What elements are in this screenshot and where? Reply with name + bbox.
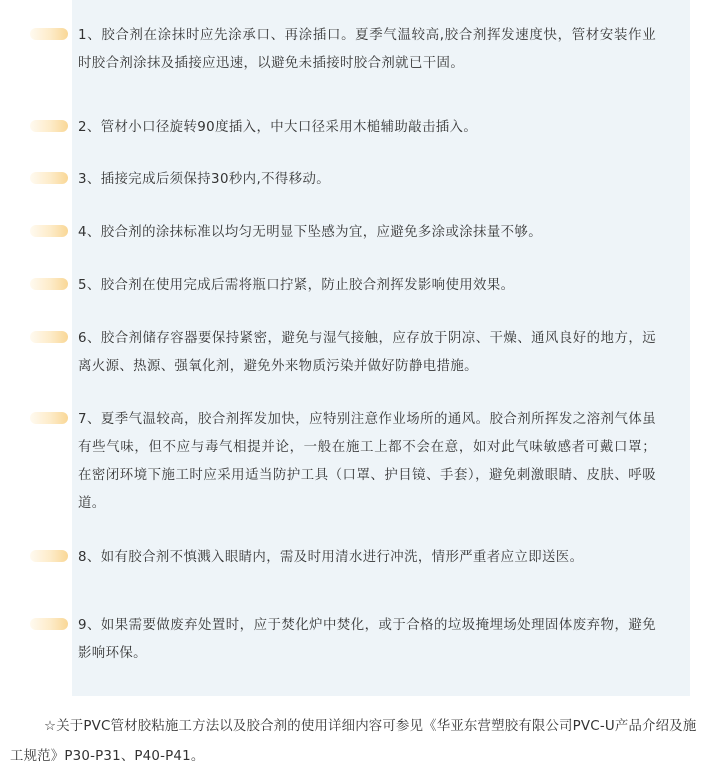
item-text: 1、胶合剂在涂抹时应先涂承口、再涂插口。夏季气温较高,胶合剂挥发速度快，管材安装作业时胶合剂涂抹及插接应迅速，以避免未插接时胶合剂就已干固。 [78, 28, 656, 71]
footer-text: ☆关于PVC管材胶粘施工方法以及胶合剂的使用详细内容可参见《华亚东营塑胶有限公司PVC-U产品介绍及施工规范》P30-P31、P40-P41。 [10, 719, 697, 764]
item-text: 3、插接完成后须保持30秒内,不得移动。 [78, 172, 331, 187]
item-text: 4、胶合剂的涂抹标准以均匀无明显下坠感为宜，应避免多涂或涂抹量不够。 [78, 225, 543, 240]
item-marker-highlight [30, 412, 68, 424]
item-marker-highlight [30, 331, 68, 343]
item-marker-highlight [30, 28, 68, 40]
item-text: 5、胶合剂在使用完成后需将瓶口拧紧，防止胶合剂挥发影响使用效果。 [78, 278, 515, 293]
item-text: 9、如果需要做废弃处置时，应于焚化炉中焚化，或于合格的垃圾掩埋场处理固体废弃物，避免影响环保。 [78, 618, 656, 661]
item-text: 8、如有胶合剂不慎溅入眼睛内，需及时用清水进行冲洗，情形严重者应立即送医。 [78, 550, 584, 565]
item-marker-highlight [30, 550, 68, 562]
item-text: 6、胶合剂储存容器要保持紧密，避免与湿气接触，应存放于阴凉、干燥、通风良好的地方，远离火源、热源、强氧化剂，避免外来物质污染并做好防静电措施。 [78, 331, 656, 374]
item-marker-highlight [30, 172, 68, 184]
item-marker-highlight [30, 618, 68, 630]
item-marker-highlight [30, 225, 68, 237]
item-text: 7、夏季气温较高，胶合剂挥发加快，应特别注意作业场所的通风。胶合剂所挥发之溶剂气体虽有些气味，但不应与毒气相提并论，一般在施工上都不会在意，如对此气味敏感者可戴口罩；在密闭环境下施工时应采用适当防护工具（口罩、护目镜、手套），避免刺激眼睛、皮肤、呼吸道。 [78, 412, 656, 511]
item-text: 2、管材小口径旋转90度插入，中大口径采用木槌辅助敲击插入。 [78, 120, 478, 135]
footer-note [10, 712, 700, 772]
item-marker-highlight [30, 278, 68, 290]
item-marker-highlight [30, 120, 68, 132]
